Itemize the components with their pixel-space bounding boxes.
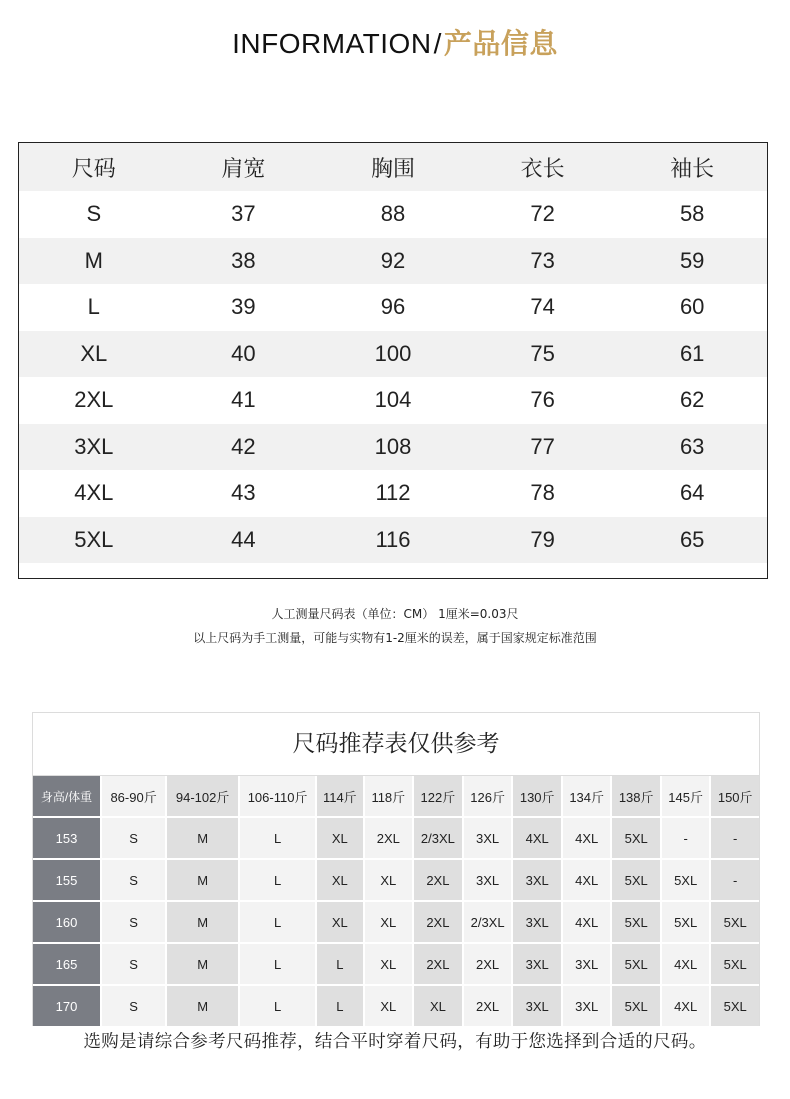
table-row xyxy=(19,238,767,285)
size-cell: 72 xyxy=(530,201,555,227)
column-header: 尺码 xyxy=(19,143,169,191)
recommend-cell: 2XL xyxy=(414,900,462,942)
recommend-cell: M xyxy=(167,900,238,942)
size-cell: 104 xyxy=(374,387,412,413)
recommend-cell: 5XL xyxy=(612,858,659,900)
recommend-cell: S xyxy=(102,858,165,900)
recommend-cell: 4XL xyxy=(662,942,709,984)
size-chart xyxy=(18,142,768,579)
weight-header: 122斤 xyxy=(414,776,462,816)
size-table xyxy=(19,143,767,563)
recommend-cell: 3XL xyxy=(464,858,512,900)
weight-header: 145斤 xyxy=(662,776,709,816)
size-cell: 42 xyxy=(169,424,319,471)
size-cell: 112 xyxy=(375,480,411,506)
recommend-cell: - xyxy=(711,858,759,900)
size-cell: 78 xyxy=(530,480,555,506)
size-cell: 76 xyxy=(530,387,555,413)
recommend-cell: L xyxy=(240,900,315,942)
recommend-cell: 5XL xyxy=(612,900,659,942)
recommend-cell: XL xyxy=(317,816,362,858)
recommend-cell: 2/3XL xyxy=(414,816,462,858)
recommend-cell: S xyxy=(102,942,165,984)
recommend-cell: 2XL xyxy=(414,942,462,984)
recommend-row xyxy=(33,858,759,900)
table-row xyxy=(19,517,767,564)
size-cell: 63 xyxy=(617,424,767,471)
size-cell: 62 xyxy=(679,387,705,413)
recommend-cell: 5XL xyxy=(711,942,759,984)
recommend-cell: M xyxy=(167,984,238,1026)
recommend-cell: 4XL xyxy=(513,816,560,858)
recommend-cell: 3XL xyxy=(513,858,560,900)
recommend-cell: XL xyxy=(365,942,412,984)
recommend-cell: L xyxy=(240,858,315,900)
error-note: 以上尺码为手工测量，可能与实物有1-2厘米的误差，属于国家规定标准范围 xyxy=(193,631,597,645)
size-cell: 44 xyxy=(169,517,319,564)
size-cell: 40 xyxy=(169,331,319,378)
recommend-cell: M xyxy=(167,858,238,900)
weight-header: 134斤 xyxy=(563,776,610,816)
weight-header: 118斤 xyxy=(365,776,412,816)
recommend-cell: 5XL xyxy=(612,816,659,858)
size-cell: 92 xyxy=(318,238,468,285)
header-chinese: 产品信息 xyxy=(443,27,558,60)
size-cell: 39 xyxy=(231,294,256,320)
header-english: INFORMATION xyxy=(232,28,432,59)
page-header xyxy=(0,22,790,66)
recommend-row xyxy=(33,816,759,858)
height-label: 165 xyxy=(33,942,100,984)
recommend-cell: 5XL xyxy=(711,900,759,942)
size-cell: 73 xyxy=(468,238,618,285)
recommend-row xyxy=(33,942,759,984)
size-cell: 96 xyxy=(380,294,406,320)
table-row xyxy=(19,284,767,331)
size-cell: 74 xyxy=(530,294,555,320)
size-cell: 59 xyxy=(617,238,767,285)
height-weight-corner: 身高/体重 xyxy=(33,776,100,816)
weight-header: 94-102斤 xyxy=(167,776,238,816)
recommend-cell: M xyxy=(167,816,238,858)
table-row xyxy=(19,470,767,517)
recommend-cell: 2XL xyxy=(365,816,412,858)
recommend-cell: 2XL xyxy=(464,942,512,984)
recommend-cell: L xyxy=(240,942,315,984)
size-cell: 79 xyxy=(468,517,618,564)
recommend-cell: L xyxy=(317,984,362,1026)
recommend-cell: XL xyxy=(317,858,362,900)
recommend-cell: 3XL xyxy=(513,942,560,984)
recommend-header-row xyxy=(33,776,759,816)
height-label: 170 xyxy=(33,984,100,1026)
recommend-cell: XL xyxy=(414,984,462,1026)
recommend-cell: 5XL xyxy=(662,900,709,942)
weight-header: 130斤 xyxy=(513,776,560,816)
size-cell: 75 xyxy=(468,331,618,378)
recommend-cell: XL xyxy=(365,900,412,942)
recommend-cell: XL xyxy=(317,900,362,942)
size-cell: 116 xyxy=(318,517,468,564)
weight-header: 106-110斤 xyxy=(240,776,315,816)
recommend-cell: 4XL xyxy=(563,816,610,858)
height-label: 160 xyxy=(33,900,100,942)
size-cell: 38 xyxy=(169,238,319,285)
recommend-cell: XL xyxy=(365,984,412,1026)
recommend-cell: 2XL xyxy=(414,858,462,900)
recommend-cell: 3XL xyxy=(563,984,610,1026)
recommend-cell: 5XL xyxy=(711,984,759,1026)
table-row xyxy=(19,331,767,378)
recommend-cell: L xyxy=(317,942,362,984)
header-slash: / xyxy=(433,28,442,59)
size-cell: 77 xyxy=(468,424,618,471)
column-header: 袖长 xyxy=(617,143,767,191)
size-cell: 100 xyxy=(318,331,468,378)
recommend-cell: 4XL xyxy=(662,984,709,1026)
size-cell: 108 xyxy=(318,424,468,471)
size-cell: 43 xyxy=(231,480,256,506)
recommend-cell: 5XL xyxy=(662,858,709,900)
recommend-cell: L xyxy=(240,816,315,858)
footer-note: 选购是请综合参考尺码推荐，结合平时穿着尺码，有助于您选择到合适的尺码。 xyxy=(83,1032,707,1052)
recommend-cell: 4XL xyxy=(563,900,610,942)
size-cell: 60 xyxy=(679,294,705,320)
recommend-cell: S xyxy=(102,900,165,942)
size-label: XL xyxy=(19,331,169,378)
weight-header: 114斤 xyxy=(317,776,362,816)
recommend-cell: M xyxy=(167,942,238,984)
recommend-cell: 2/3XL xyxy=(464,900,512,942)
size-cell: 65 xyxy=(617,517,767,564)
size-cell: 88 xyxy=(380,201,406,227)
size-label: L xyxy=(87,294,100,320)
size-cell: 58 xyxy=(679,201,705,227)
recommend-cell: XL xyxy=(365,858,412,900)
weight-header: 126斤 xyxy=(464,776,512,816)
size-cell: 41 xyxy=(231,387,256,413)
weight-header: 86-90斤 xyxy=(102,776,165,816)
size-label: 4XL xyxy=(74,480,114,506)
recommend-cell: 3XL xyxy=(464,816,512,858)
recommend-cell: 3XL xyxy=(563,942,610,984)
recommend-cell: 5XL xyxy=(612,984,659,1026)
table-row xyxy=(19,424,767,471)
column-header: 肩宽 xyxy=(169,143,319,191)
height-label: 153 xyxy=(33,816,100,858)
recommend-cell: 3XL xyxy=(513,900,560,942)
recommend-cell: - xyxy=(662,816,709,858)
recommend-row xyxy=(33,984,759,1026)
size-cell: 61 xyxy=(617,331,767,378)
weight-header: 150斤 xyxy=(711,776,759,816)
column-header: 衣长 xyxy=(468,143,618,191)
height-label: 155 xyxy=(33,858,100,900)
table-row xyxy=(19,191,767,238)
recommend-chart xyxy=(32,712,760,1026)
measure-note: 人工测量尺码表（单位：CM） 1厘米=0.03尺 xyxy=(271,607,519,621)
table-row xyxy=(19,377,767,424)
size-label: 3XL xyxy=(19,424,169,471)
recommend-cell: 5XL xyxy=(612,942,659,984)
recommend-cell: S xyxy=(102,816,165,858)
size-label: 2XL xyxy=(74,387,114,413)
size-label: S xyxy=(86,201,102,227)
recommend-cell: 2XL xyxy=(464,984,512,1026)
size-cell: 37 xyxy=(231,201,256,227)
weight-header: 138斤 xyxy=(612,776,659,816)
recommend-cell: 3XL xyxy=(513,984,560,1026)
size-label: M xyxy=(19,238,169,285)
recommend-row xyxy=(33,900,759,942)
size-cell: 64 xyxy=(679,480,705,506)
size-table-header-row xyxy=(19,143,767,191)
recommend-cell: - xyxy=(711,816,759,858)
size-label: 5XL xyxy=(19,517,169,564)
recommend-cell: 4XL xyxy=(563,858,610,900)
column-header: 胸围 xyxy=(318,143,468,191)
recommend-table xyxy=(31,776,761,1026)
recommend-cell: S xyxy=(102,984,165,1026)
recommend-title: 尺码推荐表仅供参考 xyxy=(33,713,759,776)
recommend-cell: L xyxy=(240,984,315,1026)
